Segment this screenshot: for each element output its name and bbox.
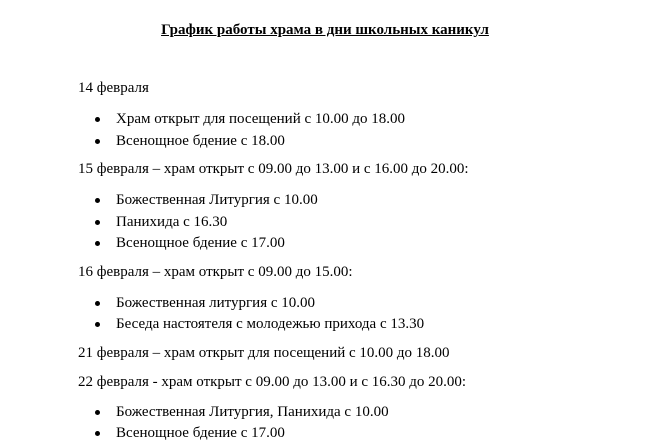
date-heading-feb-16: 16 февраля – храм открыт с 09.00 до 15.00: [78, 264, 353, 280]
date-heading-feb-14: 14 февраля [78, 80, 149, 96]
bullet-icon [95, 431, 100, 436]
document-title: График работы храма в дни школьных каникул [161, 22, 489, 38]
bullet-icon [95, 117, 100, 122]
bullet-icon [95, 220, 100, 225]
bullet-icon [95, 301, 100, 306]
list-item-text: Панихида с 16.30 [116, 214, 228, 230]
bullet-icon [95, 322, 100, 327]
bullet-icon [95, 410, 100, 415]
list-item-text: Божественная литургия с 10.00 [116, 295, 316, 311]
list-item-text: Всенощное бдение с 17.00 [116, 235, 285, 251]
list-item-text: Всенощное бдение с 17.00 [116, 425, 285, 441]
date-heading-feb-15: 15 февраля – храм открыт с 09.00 до 13.00 и с 16.00 до 20.00: [78, 161, 469, 177]
list-item-text: Беседа настоятеля с молодежью прихода с 13.30 [116, 316, 425, 332]
bullet-icon [95, 198, 100, 203]
bullet-icon [95, 241, 100, 246]
list-item-text: Всенощное бдение с 18.00 [116, 133, 285, 149]
date-heading-feb-21: 21 февраля – храм открыт для посещений с 10.00 до 18.00 [78, 345, 450, 361]
list-item-text: Божественная Литургия с 10.00 [116, 192, 318, 208]
bullet-icon [95, 139, 100, 144]
date-heading-feb-22: 22 февраля - храм открыт с 09.00 до 13.00 и с 16.30 до 20.00: [78, 374, 467, 390]
list-item-text: Божественная Литургия, Панихида с 10.00 [116, 404, 389, 420]
list-item-text: Храм открыт для посещений с 10.00 до 18.00 [116, 111, 406, 127]
